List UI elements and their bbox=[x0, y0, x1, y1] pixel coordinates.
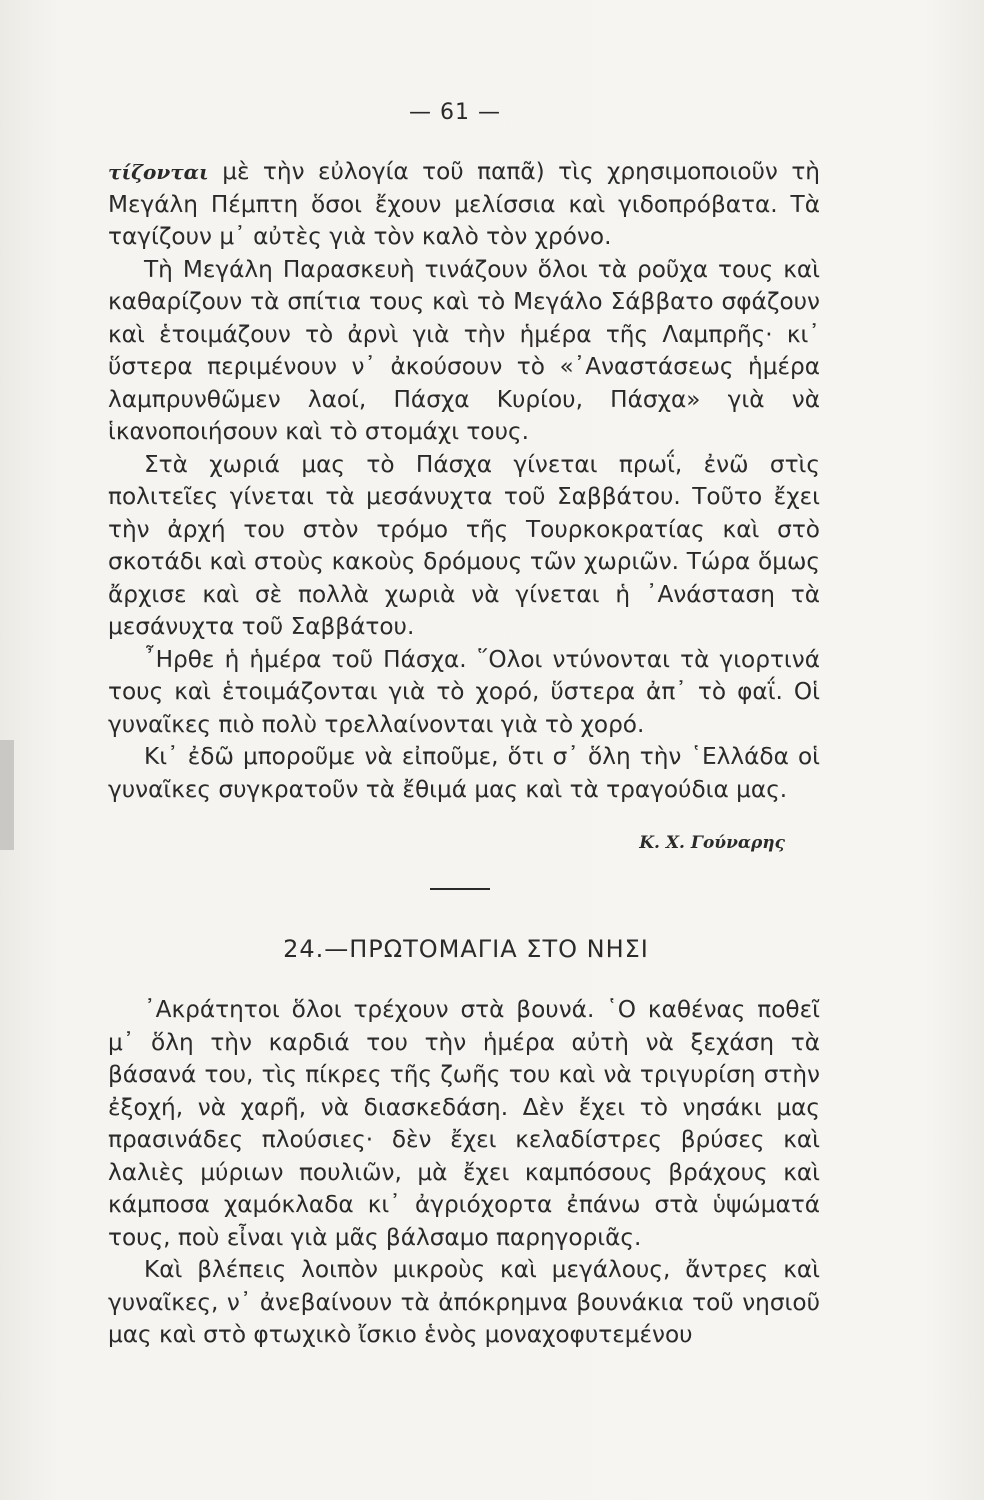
paragraph: Κι᾽ ἐδῶ μποροῦμε νὰ εἰποῦμε, ὅτι σ᾽ ὅλη τὴν ῾Ελλάδα οἱ γυναῖκες συγκρατοῦν τὰ ἔθιμά μας καὶ τὰ τραγούδια μας. bbox=[108, 743, 820, 803]
article-text bbox=[108, 156, 820, 806]
paragraph: Τὴ Μεγάλη Παρασκευὴ τινάζουν ὅλοι τὰ ροῦχα τους καὶ καθαρίζουν τὰ σπίτια τους καὶ τὸ Μεγάλο Σάββατο σφάζουν καὶ ἑτοιμάζουν τὸ ἀρνὶ γιὰ τὴν ἡμέρα τῆς Λαμπρῆς· κι᾽ ὕστερα περιμένουν ν᾽ ἀκούσουν τὸ «᾽Αναστάσεως ἡμέρα λαμπρυνθῶμεν λαοί, Πάσχα Κυρίου, Πάσχα» γιὰ νὰ ἱκανοποιήσουν καὶ τὸ στομάχι τους. bbox=[108, 255, 820, 445]
paragraph: ᾽Ακράτητοι ὅλοι τρέχουν στὰ βουνά. ῾Ο καθένας ποθεῖ μ᾽ ὅλη τὴν καρδιά του τὴν ἡμέρα αὐτὴ νὰ ξεχάση τὰ βάσανά του, τὶς πίκρες τῆς ζωῆς του καὶ νὰ τριγυρίση στὴν ἐξοχή, νὰ χαρῆ, νὰ διασκεδάση. Δὲν ἔχει τὸ νησάκι μας πρασινάδες πλούσιες· δὲν ἔχει κελαδίστρες βρύσες καὶ λαλιὲς μύριων πουλιῶν, μὰ ἔχει καμπόσους βράχους καὶ κάμποσα χαμόκλαδα κι᾽ ἀγριόχορτα ἐπάνω στὰ ὑψώματά τους, ποὺ εἶναι γιὰ μᾶς βάλσαμο παρηγοριᾶς. bbox=[108, 996, 820, 1251]
author-signature: Κ. Χ. Γούναρης bbox=[639, 833, 785, 853]
chapter-text bbox=[108, 994, 820, 1352]
scan-edge-mark bbox=[0, 740, 14, 850]
paragraph: Καὶ βλέπεις λοιπὸν μικροὺς καὶ μεγάλους, ἄντρες καὶ γυναῖκες, ν᾽ ἀνεβαίνουν τὰ ἀπόκρημνα βουνάκια τοῦ νησιοῦ μας καὶ στὸ φτωχικὸ ἴσκιο ἑνὸς μοναχοφυτεμένου bbox=[108, 1256, 820, 1348]
paragraph bbox=[108, 156, 820, 254]
continued-word: τίζονται bbox=[108, 160, 209, 184]
paragraph: Στὰ χωριά μας τὸ Πάσχα γίνεται πρωΐ, ἐνῶ στὶς πολιτεῖες γίνεται τὰ μεσάνυχτα τοῦ Σαββάτου. Τοῦτο ἔχει τὴν ἀρχή του στὸν τρόμο τῆς Τουρκοκρατίας καὶ στὸ σκοτάδι καὶ στοὺς κακοὺς δρόμους τῶν χωριῶν. Τώρα ὅμως ἄρχισε καὶ σὲ πολλὰ χωριὰ νὰ γίνεται ἡ ᾽Ανάσταση τὰ μεσάνυχτα τοῦ Σαββάτου. bbox=[108, 450, 820, 640]
paragraph-text: μὲ τὴν εὐλογία τοῦ παπᾶ) τὶς χρησιμοποιοῦν τὴ Μεγάλη Πέμπτη ὅσοι ἔχουν μελίσσια καὶ γιδοπρόβατα. Τὰ ταγίζουν μ᾽ αὐτὲς γιὰ τὸν καλὸ τὸν χρόνο. bbox=[108, 158, 820, 250]
section-divider bbox=[430, 888, 490, 890]
paragraph: ῏Ηρθε ἡ ἡμέρα τοῦ Πάσχα. ῞Ολοι ντύνονται τὰ γιορτινά τους καὶ ἑτοιμάζονται γιὰ τὸ χορό, ὕστερα ἀπ᾽ τὸ φαΐ. Οἱ γυναῖκες πιὸ πολὺ τρελλαίνονται γιὰ τὸ χορό. bbox=[108, 645, 820, 738]
page-number: — 61 — bbox=[409, 100, 501, 125]
chapter-title: 24.—ΠΡΩΤΟΜΑΓΙΑ ΣΤΟ ΝΗΣΙ bbox=[283, 935, 649, 963]
